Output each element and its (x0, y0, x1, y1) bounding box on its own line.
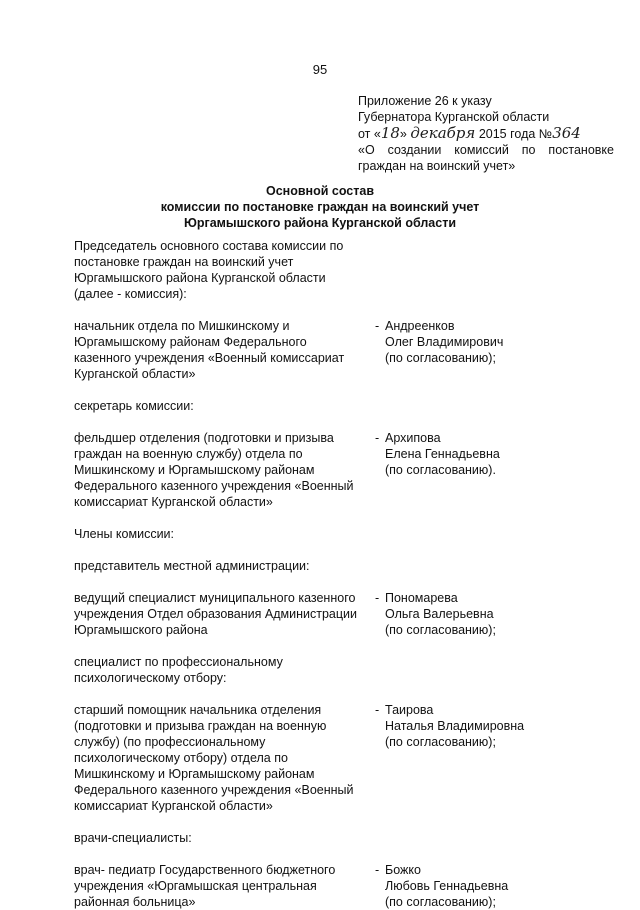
handwritten-number: 364 (552, 124, 581, 142)
member-name: Пономарева Ольга Валерьевна (по согласованию); (385, 591, 496, 637)
appendix-subject-2: граждан на воинский учет» (358, 159, 516, 173)
member-dash: - (375, 591, 380, 605)
title-line-1: Основной состав (265, 184, 375, 198)
member-dash: - (375, 319, 380, 333)
title-line-2: комиссии по постановке граждан на воинский учет (160, 200, 480, 214)
member-role: ведущий специалист муниципального казенного учреждения Отдел образования Администрации Юргамышского района (74, 591, 357, 637)
member-name: Архипова Елена Геннадьевна (по согласованию). (385, 431, 500, 477)
appendix-line-2: Губернатора Курганской области (358, 110, 550, 124)
member-role: старший помощник начальника отделения (подготовки и призыва граждан на военную службу) (по профессиональному психологическому отбору) отдела по Мишкинскому и Юргамышскому районам Федерального казенного учреждения «Военный комиссариат Курганской области» (74, 703, 354, 813)
member-name: Андреенков Олег Владимирович (по согласованию); (385, 319, 504, 365)
document-body (74, 238, 634, 910)
appendix-line-1: Приложение 26 к указу (358, 94, 492, 108)
document-title (0, 183, 640, 231)
page-number: 95 (312, 62, 328, 77)
local-admin-heading: представитель местной администрации: (74, 559, 310, 573)
doctors-heading: врачи-специалисты: (74, 831, 192, 845)
member-name: Божко Любовь Геннадьевна (по согласованию); (385, 863, 509, 909)
date-quote: » (399, 127, 407, 141)
member-row (74, 862, 634, 910)
psych-heading: специалист по профессиональному психологическому отбору: (74, 655, 283, 685)
date-prefix: от « (358, 127, 381, 141)
handwritten-day: 18 (380, 124, 400, 142)
member-dash: - (375, 863, 380, 877)
member-role: начальник отдела по Мишкинскому и Юргамышскому районам Федерального казенного учреждения «Военный комиссариат Курганской области» (74, 319, 345, 381)
member-dash: - (375, 431, 380, 445)
member-row (74, 702, 634, 814)
handwritten-month: декабря (410, 124, 476, 142)
member-dash: - (375, 703, 380, 717)
member-row (74, 430, 634, 510)
chairman-heading: Председатель основного состава комиссии по постановке граждан на воинский учет Юргамышского района Курганской области (далее - комиссия): (74, 239, 344, 301)
title-line-3: Юргамышского района Курганской области (183, 216, 457, 230)
date-year: 2015 года № (478, 127, 553, 141)
members-heading: Члены комиссии: (74, 527, 175, 541)
appendix-date-line (358, 125, 614, 142)
secretary-heading: секретарь комиссии: (74, 399, 194, 413)
member-row (74, 590, 634, 638)
appendix-subject-1: «О создании комиссий по постановке (358, 143, 614, 157)
member-name: Таирова Наталья Владимировна (по согласованию); (385, 703, 525, 749)
member-row (74, 318, 634, 382)
member-role: фельдшер отделения (подготовки и призыва граждан на военную службу) отдела по Мишкинскому и Юргамышскому районам Федерального казенного учреждения «Военный комиссариат Курганской области» (74, 431, 354, 509)
member-role: врач- педиатр Государственного бюджетного учреждения «Юргамышская центральная районная больница» (74, 863, 336, 909)
appendix-header (358, 93, 614, 174)
